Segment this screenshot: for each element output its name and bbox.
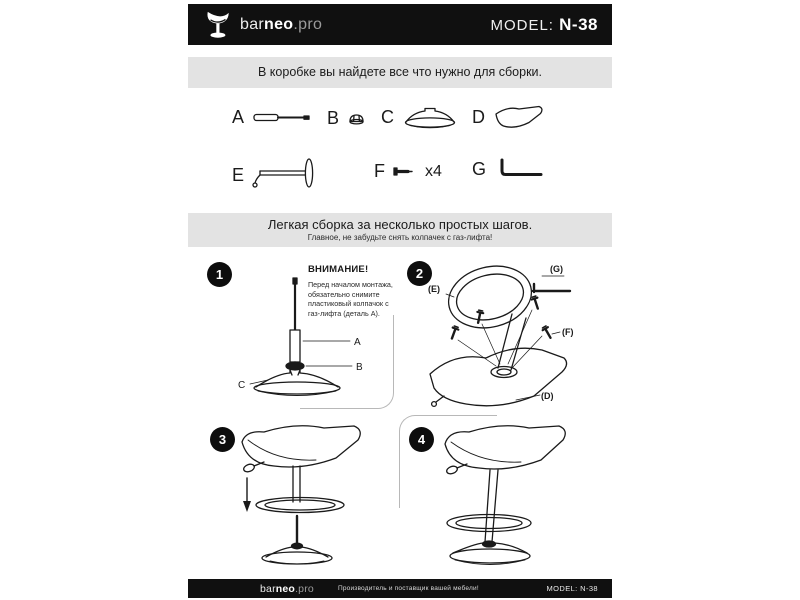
part-letter-a: A — [232, 107, 245, 127]
step2-label-g: (G) — [550, 264, 563, 274]
step1-gaslift-base-diagram — [224, 268, 384, 408]
step1-label-c: C — [238, 380, 246, 391]
step2-seat-footrest-diagram — [414, 256, 604, 416]
assembly-banner — [188, 213, 612, 247]
model-text — [490, 15, 598, 35]
footer-tagline: Производитель и поставщик вашей мебели! — [337, 585, 479, 592]
footer-brand-wordmark — [260, 583, 314, 595]
brand-bar: bar — [240, 15, 265, 33]
gas-lift-piston-icon — [252, 110, 314, 126]
model-value: N-38 — [559, 14, 598, 34]
part-item-g — [472, 157, 546, 181]
part-letter-b: B — [327, 108, 340, 128]
step2-label-d: (D) — [541, 391, 554, 401]
part-letter-d: D — [472, 107, 485, 127]
part-item-d — [472, 104, 547, 131]
box-contents-banner — [188, 57, 612, 88]
brand-wordmark — [240, 16, 322, 34]
barneo-chair-logo-icon — [204, 8, 232, 42]
step-3-number: 3 — [218, 432, 227, 447]
cap-nut-icon — [347, 112, 366, 125]
assembly-title: Легкая сборка за несколько простых шагов. — [267, 217, 533, 232]
footrest-ring-icon — [252, 157, 322, 193]
part-item-f — [374, 161, 442, 182]
part-item-e — [232, 157, 322, 193]
sheet-body — [188, 0, 612, 600]
header-bar — [188, 4, 612, 45]
part-letter-c: C — [381, 107, 394, 127]
footer-brand-neo: neo — [275, 582, 296, 595]
part-letter-e: E — [232, 164, 245, 185]
part-item-c — [381, 105, 458, 130]
footer-bar — [188, 579, 612, 598]
step2-label-f: (F) — [562, 327, 574, 337]
part-letter-g: G — [472, 158, 487, 179]
part-letter-f: F — [374, 161, 385, 181]
seat-icon — [493, 104, 547, 131]
brand-neo: neo — [264, 15, 294, 33]
part-item-a — [232, 107, 314, 128]
assembly-subtitle: Главное, не забудьте снять колпачек с газ-лифта! — [307, 233, 493, 242]
footer-model: MODEL: N-38 — [546, 584, 598, 593]
footer-brand-bar: bar — [260, 582, 276, 595]
screw-icon — [393, 165, 415, 178]
step1-label-a: A — [354, 337, 361, 348]
step2-label-e: (E) — [428, 284, 440, 294]
brand-pro: .pro — [293, 15, 323, 33]
step4-assembled-stool-diagram — [419, 420, 599, 570]
warning-text: Перед началом монтажа, обязательно снимите пластиковый колпачок с газ-лифта (деталь А). — [308, 280, 393, 318]
step-2-number: 2 — [415, 266, 424, 281]
footer-brand-pro: .pro — [295, 582, 314, 595]
model-label: MODEL: — [490, 16, 554, 34]
step1-label-b: B — [356, 362, 363, 373]
warning-title: ВНИМАНИЕ! — [308, 264, 369, 275]
box-contents-text: В коробке вы найдете все что нужно для сборки. — [258, 65, 542, 79]
step3-mount-diagram — [212, 420, 387, 570]
step-4-number: 4 — [417, 432, 426, 447]
part-f-quantity: x4 — [425, 162, 442, 180]
step-1-number: 1 — [215, 267, 224, 282]
hex-key-icon — [494, 157, 546, 181]
pedestal-base-icon — [402, 105, 458, 130]
part-item-b — [327, 108, 366, 129]
